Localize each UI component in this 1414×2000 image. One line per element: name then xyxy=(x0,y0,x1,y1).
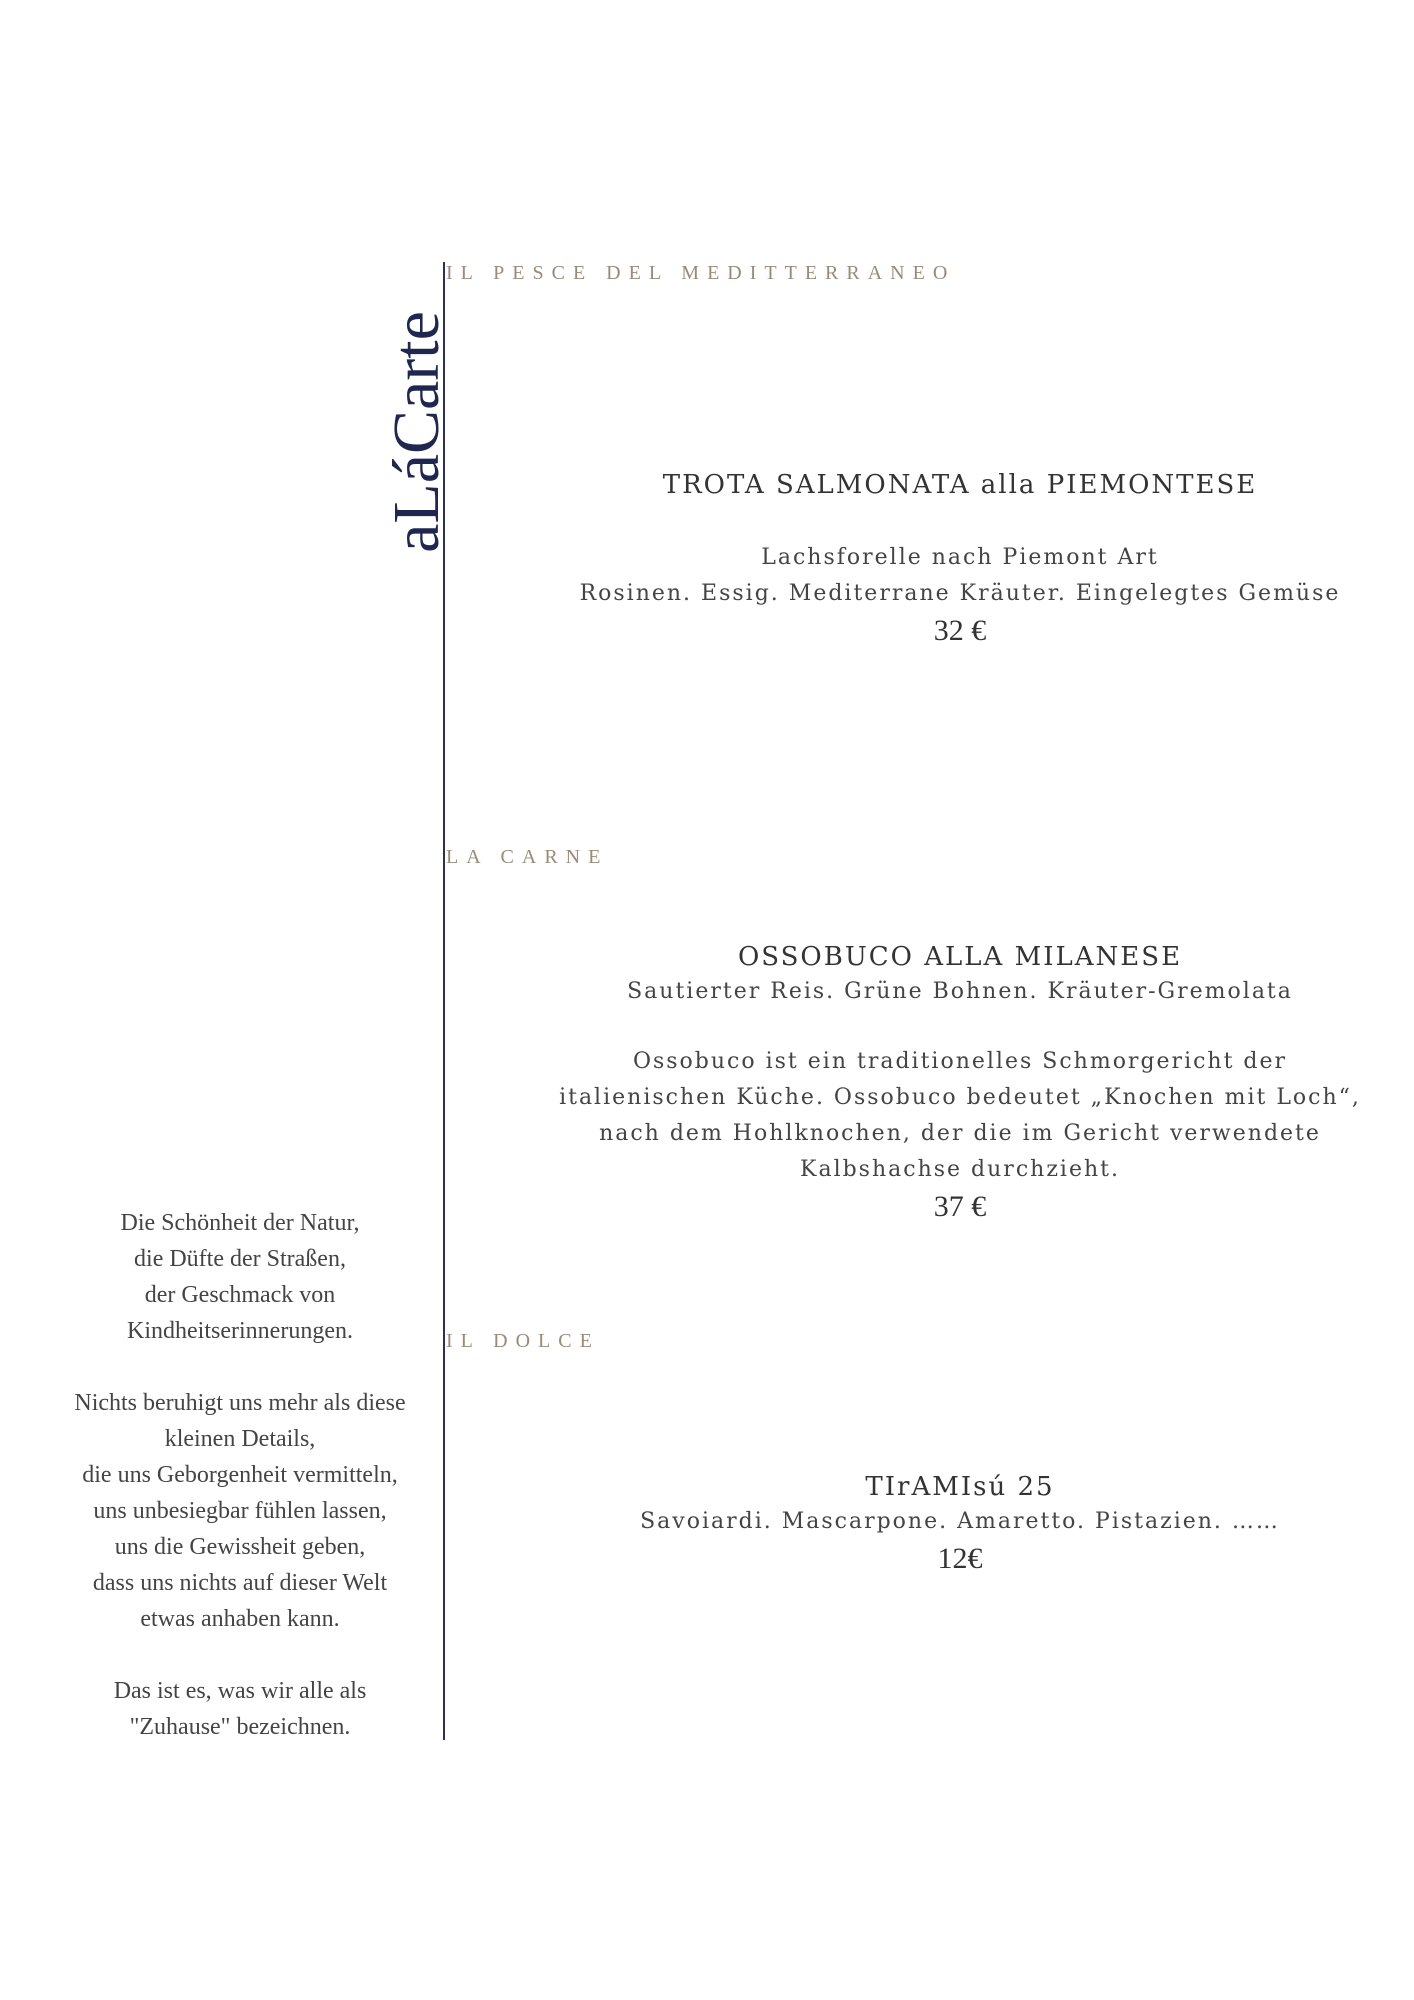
intro-line: dass uns nichts auf dieser Welt xyxy=(92,1570,388,1596)
section-label-dessert: IL DOLCE xyxy=(446,1330,600,1352)
dish-ingredients: Rosinen. Essig. Mediterrane Kräuter. Eingelegtes Gemüse xyxy=(579,581,1341,606)
intro-line: uns die Gewissheit geben, xyxy=(114,1534,366,1560)
dish-name: OSSOBUCO ALLA MILANESE xyxy=(737,942,1183,972)
dish-subtitle: Lachsforelle nach Piemont Art xyxy=(761,545,1159,570)
intro-paragraph xyxy=(40,1673,440,1745)
intro-line: Das ist es, was wir alle als xyxy=(113,1678,367,1704)
section-label-fish: IL PESCE DEL MEDITTERRANEO xyxy=(446,262,956,284)
dish-price: 12€ xyxy=(937,1542,983,1575)
dish-description-line: nach dem Hohlknochen, der die im Gericht verwendete xyxy=(599,1121,1321,1146)
intro-line: der Geschmack von xyxy=(144,1282,336,1308)
intro-line: kleinen Details, xyxy=(164,1426,316,1452)
dish-tiramisu xyxy=(520,1470,1400,1578)
intro-text xyxy=(40,1205,440,1781)
intro-line: Nichts beruhigt uns mehr als diese xyxy=(74,1390,406,1416)
dish-ossobuco xyxy=(520,940,1400,1226)
dish-description-line: Ossobuco ist ein traditionelles Schmorgericht der xyxy=(632,1049,1288,1074)
intro-line: die uns Geborgenheit vermitteln, xyxy=(82,1462,398,1488)
dish-price: 32 € xyxy=(933,614,987,647)
dish-name: TIrAMIsú 25 xyxy=(865,1472,1055,1502)
dish-name: TROTA SALMONATA alla PIEMONTESE xyxy=(662,470,1258,500)
section-label-meat: LA CARNE xyxy=(446,846,609,868)
intro-paragraph xyxy=(40,1205,440,1349)
intro-line: etwas anhaben kann. xyxy=(140,1606,340,1632)
dish-ingredients: Savoiardi. Mascarpone. Amaretto. Pistazien. …… xyxy=(640,1509,1280,1534)
menu-title: aLáCarte xyxy=(380,311,453,553)
dish-ingredients: Sautierter Reis. Grüne Bohnen. Kräuter-Gremolata xyxy=(627,979,1293,1004)
intro-line: uns unbesiegbar fühlen lassen, xyxy=(93,1498,387,1524)
intro-line: Die Schönheit der Natur, xyxy=(120,1210,360,1236)
dish-description-line: Kalbshachse durchzieht. xyxy=(800,1157,1120,1182)
dish-trota xyxy=(520,468,1400,650)
intro-line: die Düfte der Straßen, xyxy=(134,1246,346,1272)
intro-paragraph xyxy=(40,1385,440,1637)
intro-line: "Zuhause" bezeichnen. xyxy=(129,1714,351,1740)
intro-line: Kindheitserinnerungen. xyxy=(127,1318,353,1344)
title-container xyxy=(380,262,453,602)
dish-description-line: italienischen Küche. Ossobuco bedeutet „Knochen mit Loch“, xyxy=(559,1085,1361,1110)
dish-price: 37 € xyxy=(933,1190,987,1223)
